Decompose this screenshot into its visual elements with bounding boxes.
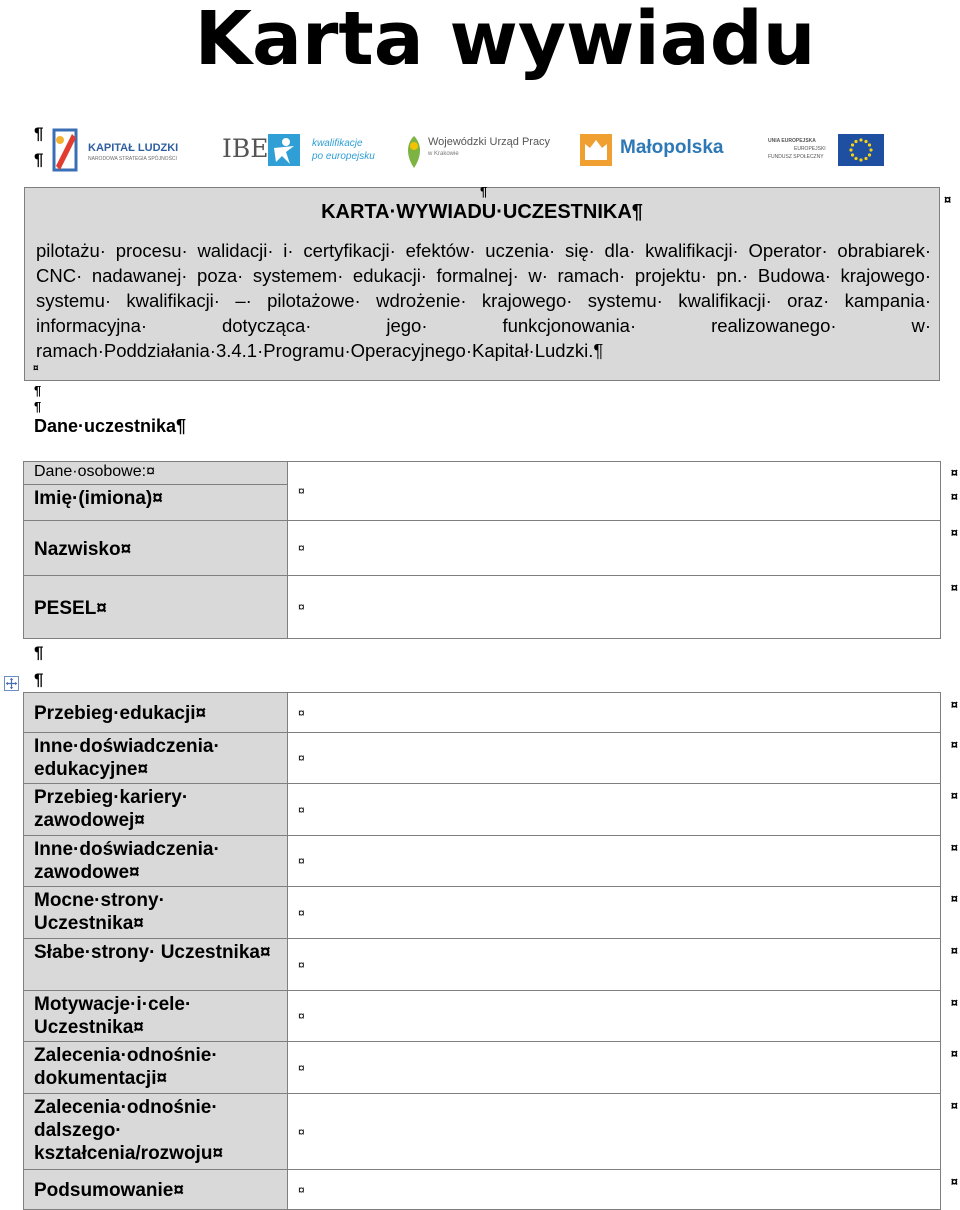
motivation-label: Motywacje·i·cele· Uczestnika¤ [24,991,288,1042]
last-name-field[interactable]: ¤ ¤ [288,521,941,576]
personal-data-table [23,461,958,639]
career-label: Przebieg·kariery· zawodowej¤ [24,784,288,836]
malopolska-icon [580,134,612,166]
table-row [24,521,941,576]
development-recommendations-field[interactable]: ¤ ¤ [288,1094,941,1170]
paragraph-mark: ¶ [34,399,42,414]
table-row [24,576,941,639]
paragraph-mark: ¶ [34,643,44,662]
other-education-field[interactable]: ¤ ¤ [288,733,941,784]
paragraph-mark: ¶ [34,150,44,169]
table-row [24,887,941,939]
pesel-label: PESEL¤ [24,576,288,639]
summary-field[interactable]: ¤ ¤ [288,1170,941,1210]
move-icon [5,677,18,690]
other-work-label: Inne·doświadczenia· zawodowe¤ [24,836,288,887]
logo-strip [50,124,890,180]
cell-end-mark: ¤ [33,363,39,374]
career-field[interactable]: ¤ ¤ [288,784,941,836]
form-description: pilotażu· procesu· walidacji· i· certyfikacji· efektów· uczenia· się· dla· kwalifikacji· Operator· obrabiarek· CNC· nadawanej· poza· systemem· edukacji· formalnej· w· ramach· projektu· pn.· Budowa· krajowego· systemu· kwalifikacji· –· pilotażowe· wdrożenie· krajowego· systemu· kwalifikacji· oraz· kampania· informacyjna· dotycząca· jego· funkcjonowania· realizowanego· w· ramach·Poddziałania·3.4.1·Programu·Operacyjnego·Kapitał·Ludzki.¶ [36,240,931,361]
table-row [24,836,941,887]
education-label: Przebieg·edukacji¤ [24,693,288,733]
other-work-field[interactable]: ¤ ¤ [288,836,941,887]
education-field[interactable]: ¤ ¤ [288,693,941,733]
section-label: Dane·uczestnika¶ [34,416,187,436]
documentation-recommendations-label: Zalecenia·odnośnie· dokumentacji¤ [24,1042,288,1094]
wup-icon [402,134,426,170]
paragraph-mark: ¶ [34,670,44,689]
personal-data-caption: Dane·osobowe:¤ [24,462,288,485]
interview-table [23,692,958,1210]
other-education-label: Inne·doświadczenia· edukacyjne¤ [24,733,288,784]
weaknesses-field[interactable]: ¤ ¤ [288,939,941,991]
table-move-handle[interactable] [4,676,19,691]
kapital-ludzki-icon [50,126,80,174]
paragraph-mark: ¶ [34,124,44,143]
kapital-ludzki-logo: KAPITAŁ LUDZKI NARODOWA STRATEGIA SPÓJNOŚCI [50,124,200,180]
table-row [24,1042,941,1094]
table-row [24,462,941,485]
eu-logo: UNIA EUROPEJSKA EUROPEJSKI FUNDUSZ SPOŁECZNY [768,124,890,180]
paragraph-mark: ¶ [34,383,42,398]
development-recommendations-label: Zalecenia·odnośnie· dalszego· kształcenia/rozwoju¤ [24,1094,288,1170]
motivation-field[interactable]: ¤ ¤ [288,991,941,1042]
documentation-recommendations-field[interactable]: ¤ ¤ [288,1042,941,1094]
summary-label: Podsumowanie¤ [24,1170,288,1210]
table-row [24,1170,941,1210]
last-name-label: Nazwisko¤ [24,521,288,576]
ibe-icon [268,134,300,166]
strengths-label: Mocne·strony· Uczestnika¤ [24,887,288,939]
first-name-field[interactable]: ¤ ¤ ¤ [288,462,941,521]
wup-logo: Wojewódzki Urząd Pracy w Krakowie [402,124,562,180]
paragraph-mark: ¶ [480,184,488,199]
page-title: Karta wywiadu [194,0,816,82]
table-row [24,1094,941,1170]
table-row [24,939,941,991]
header-box [24,184,940,381]
row-end-mark: ¤ [944,192,952,207]
weaknesses-label: Słabe·strony· Uczestnika¤ [24,939,288,991]
table-row [24,784,941,836]
ibe-logo: IBE kwalifikacje po europejsku [222,124,382,180]
first-name-label: Imię·(imiona)¤ [24,485,288,521]
eu-flag-icon [838,134,884,166]
strengths-field[interactable]: ¤ ¤ [288,887,941,939]
pesel-field[interactable]: ¤ ¤ [288,576,941,639]
table-row [24,733,941,784]
table-row [24,693,941,733]
form-title: KARTA·WYWIADU·UCZESTNIKA¶ [321,201,643,223]
malopolska-logo: Małopolska [580,124,740,180]
table-row [24,991,941,1042]
